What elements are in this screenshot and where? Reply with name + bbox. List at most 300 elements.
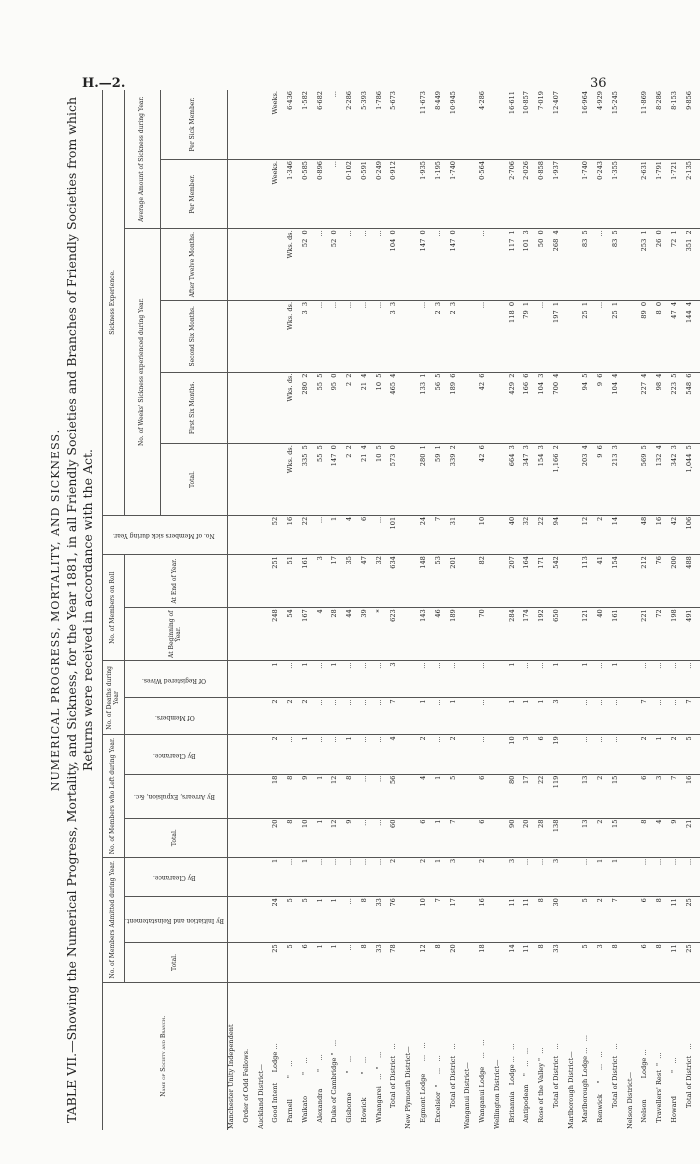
table-cell: 342 3 (671, 444, 686, 516)
table-cell (627, 229, 642, 301)
table-cell: 41 (597, 555, 612, 608)
table-row (479, 90, 494, 1130)
table-cell (258, 857, 273, 896)
table-cell (243, 897, 258, 943)
table-cell: ... (317, 300, 332, 372)
table-cell: 0·243 (597, 160, 612, 229)
table-cell (568, 735, 583, 774)
row-label: Marlborough District— (566, 1051, 575, 1129)
table-cell: ... (538, 857, 553, 896)
table-cell (568, 229, 583, 301)
row-label: Manchester Unity Independent (226, 1024, 235, 1129)
table-row (523, 90, 538, 1130)
table-cell: 1·937 (553, 160, 568, 229)
table-cell: Weeks. (272, 160, 287, 229)
table-cell: 6 (538, 735, 553, 774)
table-cell (243, 661, 258, 698)
table-cell: 200 (671, 555, 686, 608)
table-cell: 16·611 (509, 90, 524, 160)
table-cell: 60 (390, 818, 405, 857)
table-cell (464, 698, 479, 735)
table-cell: 19 (553, 735, 568, 774)
table-cell: 161 (612, 608, 627, 661)
table-cell (227, 857, 243, 896)
table-cell (405, 735, 420, 774)
table-cell: 15·245 (612, 90, 627, 160)
table-cell: ... (612, 735, 627, 774)
table-cell: 154 3 (538, 444, 553, 516)
table-cell (464, 818, 479, 857)
table-subtitle: TABLE VII.—Showing the Numerical Progress, Mortality, and Sickness, for the Year 1881, in all Friendly Societies and Branches of Friendly Societies from which (64, 96, 79, 1124)
table-body (227, 90, 700, 1130)
table-cell: 0·858 (538, 160, 553, 229)
table-cell: 40 (597, 608, 612, 661)
table-cell (568, 897, 583, 943)
table-row (227, 90, 243, 1130)
table-cell: ... (331, 735, 346, 774)
table-cell: 2·286 (346, 90, 361, 160)
table-cell (464, 515, 479, 554)
table-cell: 20 (450, 943, 465, 982)
table-cell: 465 4 (390, 372, 405, 444)
table-cell: ... (376, 698, 391, 735)
row-label: Order of Odd Fellows. (241, 1048, 250, 1129)
table-cell: 17 (331, 555, 346, 608)
table-cell (494, 515, 509, 554)
table-cell: 429 2 (509, 372, 524, 444)
row-label: Total of District ... (551, 1043, 560, 1129)
table-cell (627, 515, 642, 554)
table-cell: ... (538, 300, 553, 372)
table-cell: 52 0 (331, 229, 346, 301)
table-cell (494, 735, 509, 774)
table-cell: ... (331, 160, 346, 229)
table-cell: 6 (641, 774, 656, 818)
table-cell: ... (597, 698, 612, 735)
table-cell (405, 818, 420, 857)
row-label: Gisborne " ... (345, 1055, 354, 1129)
table-subtitle-2: Returns were received in accordance with the Act. (80, 449, 95, 772)
table-cell: 104 4 (612, 372, 627, 444)
table-cell: 197 1 (553, 300, 568, 372)
table-cell: 52 (272, 515, 287, 554)
col-header-after12: After Twelve Months. (160, 229, 227, 301)
table-cell: 76 (390, 897, 405, 943)
table-cell: 133 1 (420, 372, 435, 444)
table-cell (243, 943, 258, 982)
table-cell: ... (317, 735, 332, 774)
table-cell: 8·286 (656, 90, 671, 160)
table-cell: 10 5 (376, 444, 391, 516)
table-cell: 22 (538, 774, 553, 818)
table-cell: 8 (361, 943, 376, 982)
row-label: Rose of the Valley " ... (537, 1047, 546, 1129)
table-cell: 189 6 (450, 372, 465, 444)
table-cell: 351 2 (686, 229, 700, 301)
table-row (538, 90, 553, 1130)
table-cell: 5 (686, 735, 700, 774)
table-cell: 3 3 (302, 300, 317, 372)
table-cell: 1,166 2 (553, 444, 568, 516)
table-cell: ... (346, 857, 361, 896)
table-cell: 9 (302, 774, 317, 818)
table-cell: ... (376, 818, 391, 857)
table-cell: ... (671, 661, 686, 698)
table-cell: 2 (272, 735, 287, 774)
table-cell: 18 (272, 774, 287, 818)
table-cell (258, 444, 273, 516)
table-cell: 25 1 (612, 300, 627, 372)
table-cell: 8 (361, 897, 376, 943)
table-cell: ... (361, 300, 376, 372)
table-cell (627, 857, 642, 896)
table-row (317, 90, 332, 1130)
table-cell: 3 (523, 735, 538, 774)
table-cell: 542 (553, 555, 568, 608)
table-cell: 53 (435, 555, 450, 608)
table-cell: 80 (509, 774, 524, 818)
table-cell: 0·591 (361, 160, 376, 229)
table-cell: 227 4 (641, 372, 656, 444)
table-cell: 7 (612, 897, 627, 943)
table-cell: 2 (420, 735, 435, 774)
table-cell: 98 4 (656, 372, 671, 444)
table-cell: 2 (597, 774, 612, 818)
table-cell: ... (287, 735, 302, 774)
table-cell (568, 857, 583, 896)
table-cell (568, 661, 583, 698)
table-cell (258, 90, 273, 160)
table-cell: 1·786 (376, 90, 391, 160)
table-cell: 569 5 (641, 444, 656, 516)
row-label: Wellington District— (492, 1059, 501, 1129)
table-row (553, 90, 568, 1130)
table-cell: 5·393 (361, 90, 376, 160)
table-cell: 2·706 (509, 160, 524, 229)
table-row (435, 90, 450, 1130)
table-cell: 1 (523, 698, 538, 735)
table-cell: 1 (302, 661, 317, 698)
table-cell: 101 (390, 515, 405, 554)
table-cell (258, 515, 273, 554)
table-cell (627, 160, 642, 229)
table-cell: 1 (317, 897, 332, 943)
table-cell: ... (671, 857, 686, 896)
row-label: Wanganui District— (463, 1062, 472, 1129)
col-header-per-member: Per Member. (160, 160, 227, 229)
table-cell (464, 897, 479, 943)
table-cell (464, 774, 479, 818)
table-cell (494, 857, 509, 896)
row-label: New Plymouth District— (404, 1046, 413, 1129)
table-cell: 20 (272, 818, 287, 857)
table-cell (227, 160, 243, 229)
table-cell: 650 (553, 608, 568, 661)
table-cell (258, 897, 273, 943)
row-label: Wanganui Lodge ... ... (478, 1039, 487, 1129)
table-row (656, 90, 671, 1130)
table-cell: 488 (686, 555, 700, 608)
col-header-clearance-in: By Clearance. (125, 857, 228, 896)
table-cell: 20 (523, 818, 538, 857)
table-cell: 1,044 5 (686, 444, 700, 516)
table-cell: 1·740 (450, 160, 465, 229)
table-cell: 70 (479, 608, 494, 661)
table-cell: 1 (346, 735, 361, 774)
table-cell: ... (523, 857, 538, 896)
row-label: Nelson Lodge ... (640, 1049, 649, 1129)
table-row (641, 90, 656, 1130)
table-cell: 0·912 (390, 160, 405, 229)
table-cell: 6 (479, 818, 494, 857)
table-cell: ... (346, 300, 361, 372)
table-cell: 118 0 (509, 300, 524, 372)
table-cell: ... (331, 300, 346, 372)
table-cell (405, 300, 420, 372)
table-cell: 3 (656, 774, 671, 818)
table-cell: 6 (641, 897, 656, 943)
table-cell (243, 735, 258, 774)
table-cell: 21 (686, 818, 700, 857)
table-cell: 5 (287, 943, 302, 982)
table-cell: 6 (641, 943, 656, 982)
table-cell: ... (376, 515, 391, 554)
table-cell: 40 (509, 515, 524, 554)
table-cell: 198 (671, 608, 686, 661)
table-cell (494, 160, 509, 229)
table-cell (243, 555, 258, 608)
table-cell (568, 444, 583, 516)
table-cell: 11·673 (420, 90, 435, 160)
table-cell: 2 (597, 897, 612, 943)
table-cell: 76 (656, 555, 671, 608)
table-cell: 55 5 (317, 372, 332, 444)
table-row (582, 90, 597, 1130)
table-cell: 700 4 (553, 372, 568, 444)
table-cell: 1 (272, 661, 287, 698)
table-cell: 147 0 (450, 229, 465, 301)
table-cell: ... (479, 300, 494, 372)
table-cell: ... (420, 300, 435, 372)
table-cell: 25 (686, 943, 700, 982)
table-cell (227, 608, 243, 661)
table-cell: 2 (420, 857, 435, 896)
table-cell: ... (361, 818, 376, 857)
table-row (331, 90, 346, 1130)
table-cell: 59 1 (435, 444, 450, 516)
table-cell: Wks. ds. (287, 229, 302, 301)
table-cell: 1 (435, 774, 450, 818)
table-row (450, 90, 465, 1130)
table-cell: ... (435, 698, 450, 735)
table-cell: 1 (420, 698, 435, 735)
table-cell: 14 (612, 515, 627, 554)
table-cell: ... (435, 735, 450, 774)
table-cell: 634 (390, 555, 405, 608)
table-cell: 2 (597, 818, 612, 857)
table-cell (243, 300, 258, 372)
table-cell: 24 (420, 515, 435, 554)
table-cell: 1·721 (671, 160, 686, 229)
table-cell: ... (582, 698, 597, 735)
table-row (494, 90, 509, 1130)
table-cell: ... (597, 735, 612, 774)
row-label: Antipodean " ... ... (522, 1047, 531, 1129)
table-cell: 1·195 (435, 160, 450, 229)
table-cell: Wks. ds. (287, 372, 302, 444)
table-cell (258, 943, 273, 982)
table-cell: 1 (302, 857, 317, 896)
table-cell (258, 372, 273, 444)
table-cell (258, 818, 273, 857)
table-cell: 25 (272, 943, 287, 982)
table-row (287, 90, 302, 1130)
table-cell: 15 (612, 818, 627, 857)
row-label: Britannia Lodge ... ... (507, 1043, 516, 1129)
table-cell: ... (317, 661, 332, 698)
table-row (258, 90, 273, 1130)
table-cell: ... (346, 229, 361, 301)
table-cell: 16·964 (582, 90, 597, 160)
table-cell (627, 372, 642, 444)
table-cell (627, 698, 642, 735)
table-cell (243, 444, 258, 516)
table-cell: 8 (656, 897, 671, 943)
table-cell: 9 6 (597, 372, 612, 444)
table-cell: 3 (553, 857, 568, 896)
table-cell: 573 0 (390, 444, 405, 516)
col-header-of-members: Of Members. (125, 698, 228, 735)
table-cell: 8·449 (435, 90, 450, 160)
table-cell (227, 943, 243, 982)
table-cell: 491 (686, 608, 700, 661)
table-cell (464, 160, 479, 229)
table-cell: 82 (479, 555, 494, 608)
table-cell: 12 (331, 774, 346, 818)
table-cell: 21 4 (361, 444, 376, 516)
table-cell (568, 774, 583, 818)
table-cell: 6 (420, 818, 435, 857)
table-cell: 1 (272, 857, 287, 896)
table-cell (494, 698, 509, 735)
table-cell: 143 (420, 608, 435, 661)
col-header-average: Average Amount of Sickness during Year. (125, 90, 161, 229)
table-cell: 52 0 (302, 229, 317, 301)
table-cell: 7 (435, 515, 450, 554)
table-cell: ... (361, 735, 376, 774)
row-label: Egmont Lodge ... ... (419, 1042, 427, 1129)
table-cell: 248 (272, 608, 287, 661)
table-cell: 16 (656, 515, 671, 554)
page-reference: H.—2. (82, 76, 126, 91)
table-cell: 7 (686, 698, 700, 735)
table-cell (227, 229, 243, 301)
table-cell (405, 608, 420, 661)
table-cell: 89 0 (641, 300, 656, 372)
table-cell: ... (656, 857, 671, 896)
table-cell: 11·869 (641, 90, 656, 160)
table-cell: 223 5 (671, 372, 686, 444)
table-cell: 2·631 (641, 160, 656, 229)
col-header-first6: First Six Months. (160, 372, 227, 444)
table-cell (568, 943, 583, 982)
table-cell: 1 (538, 698, 553, 735)
table-cell: 119 (553, 774, 568, 818)
table-cell: 22 (302, 515, 317, 554)
table-cell: ... (331, 857, 346, 896)
table-cell: 167 (302, 608, 317, 661)
table-cell: 339 2 (450, 444, 465, 516)
table-cell: 42 (671, 515, 686, 554)
col-header-of-wives: Of Registered Wives. (125, 661, 228, 698)
table-cell: 79 1 (523, 300, 538, 372)
table-cell: 8 (346, 774, 361, 818)
row-label: Total of District ... (684, 1043, 693, 1129)
table-cell (494, 300, 509, 372)
table-cell (243, 372, 258, 444)
table-cell (627, 90, 642, 160)
table-cell: 5 (450, 774, 465, 818)
table-cell: 2 2 (346, 444, 361, 516)
table-cell (227, 818, 243, 857)
table-cell (405, 661, 420, 698)
table-cell: 280 2 (302, 372, 317, 444)
table-cell: 548 6 (686, 372, 700, 444)
table-cell: 8 0 (656, 300, 671, 372)
table-cell: 1 (582, 661, 597, 698)
table-cell: 28 (538, 818, 553, 857)
table-cell: 2 (671, 735, 686, 774)
table-cell: 7 (641, 698, 656, 735)
table-cell: ... (346, 943, 361, 982)
table-cell: 164 (523, 555, 538, 608)
table-cell: 78 (390, 943, 405, 982)
table-cell (405, 229, 420, 301)
table-cell (272, 300, 287, 372)
table-cell: 13 (582, 818, 597, 857)
table-cell: 166 6 (523, 372, 538, 444)
table-cell: 0·896 (317, 160, 332, 229)
table-cell: 1·582 (302, 90, 317, 160)
table-cell: 56 5 (435, 372, 450, 444)
table-cell: ... (361, 698, 376, 735)
col-header-end: At End of Year. (125, 555, 228, 608)
table-cell (258, 300, 273, 372)
table-cell: 2 (641, 735, 656, 774)
table-cell: ... (317, 515, 332, 554)
row-label: Nelson District— (625, 1071, 634, 1129)
table-cell: 1 (612, 857, 627, 896)
table-cell: 104 3 (538, 372, 553, 444)
table-cell: ... (479, 229, 494, 301)
table-cell: 9 6 (597, 444, 612, 516)
col-header-weeks-total: Total. (160, 444, 227, 516)
table-cell: 2 (390, 857, 405, 896)
table-cell (227, 735, 243, 774)
table-cell (227, 300, 243, 372)
table-cell: 3 (553, 698, 568, 735)
table-cell: 6 (479, 774, 494, 818)
table-cell: ... (538, 661, 553, 698)
table-cell: 1 (317, 818, 332, 857)
table-cell: 280 1 (420, 444, 435, 516)
table-cell: ... (287, 857, 302, 896)
table-cell: 5 (302, 897, 317, 943)
table-cell: ... (597, 300, 612, 372)
table-cell (494, 661, 509, 698)
row-label: Marlborough Lodge ... ... (581, 1034, 590, 1129)
table-cell: ... (686, 857, 700, 896)
